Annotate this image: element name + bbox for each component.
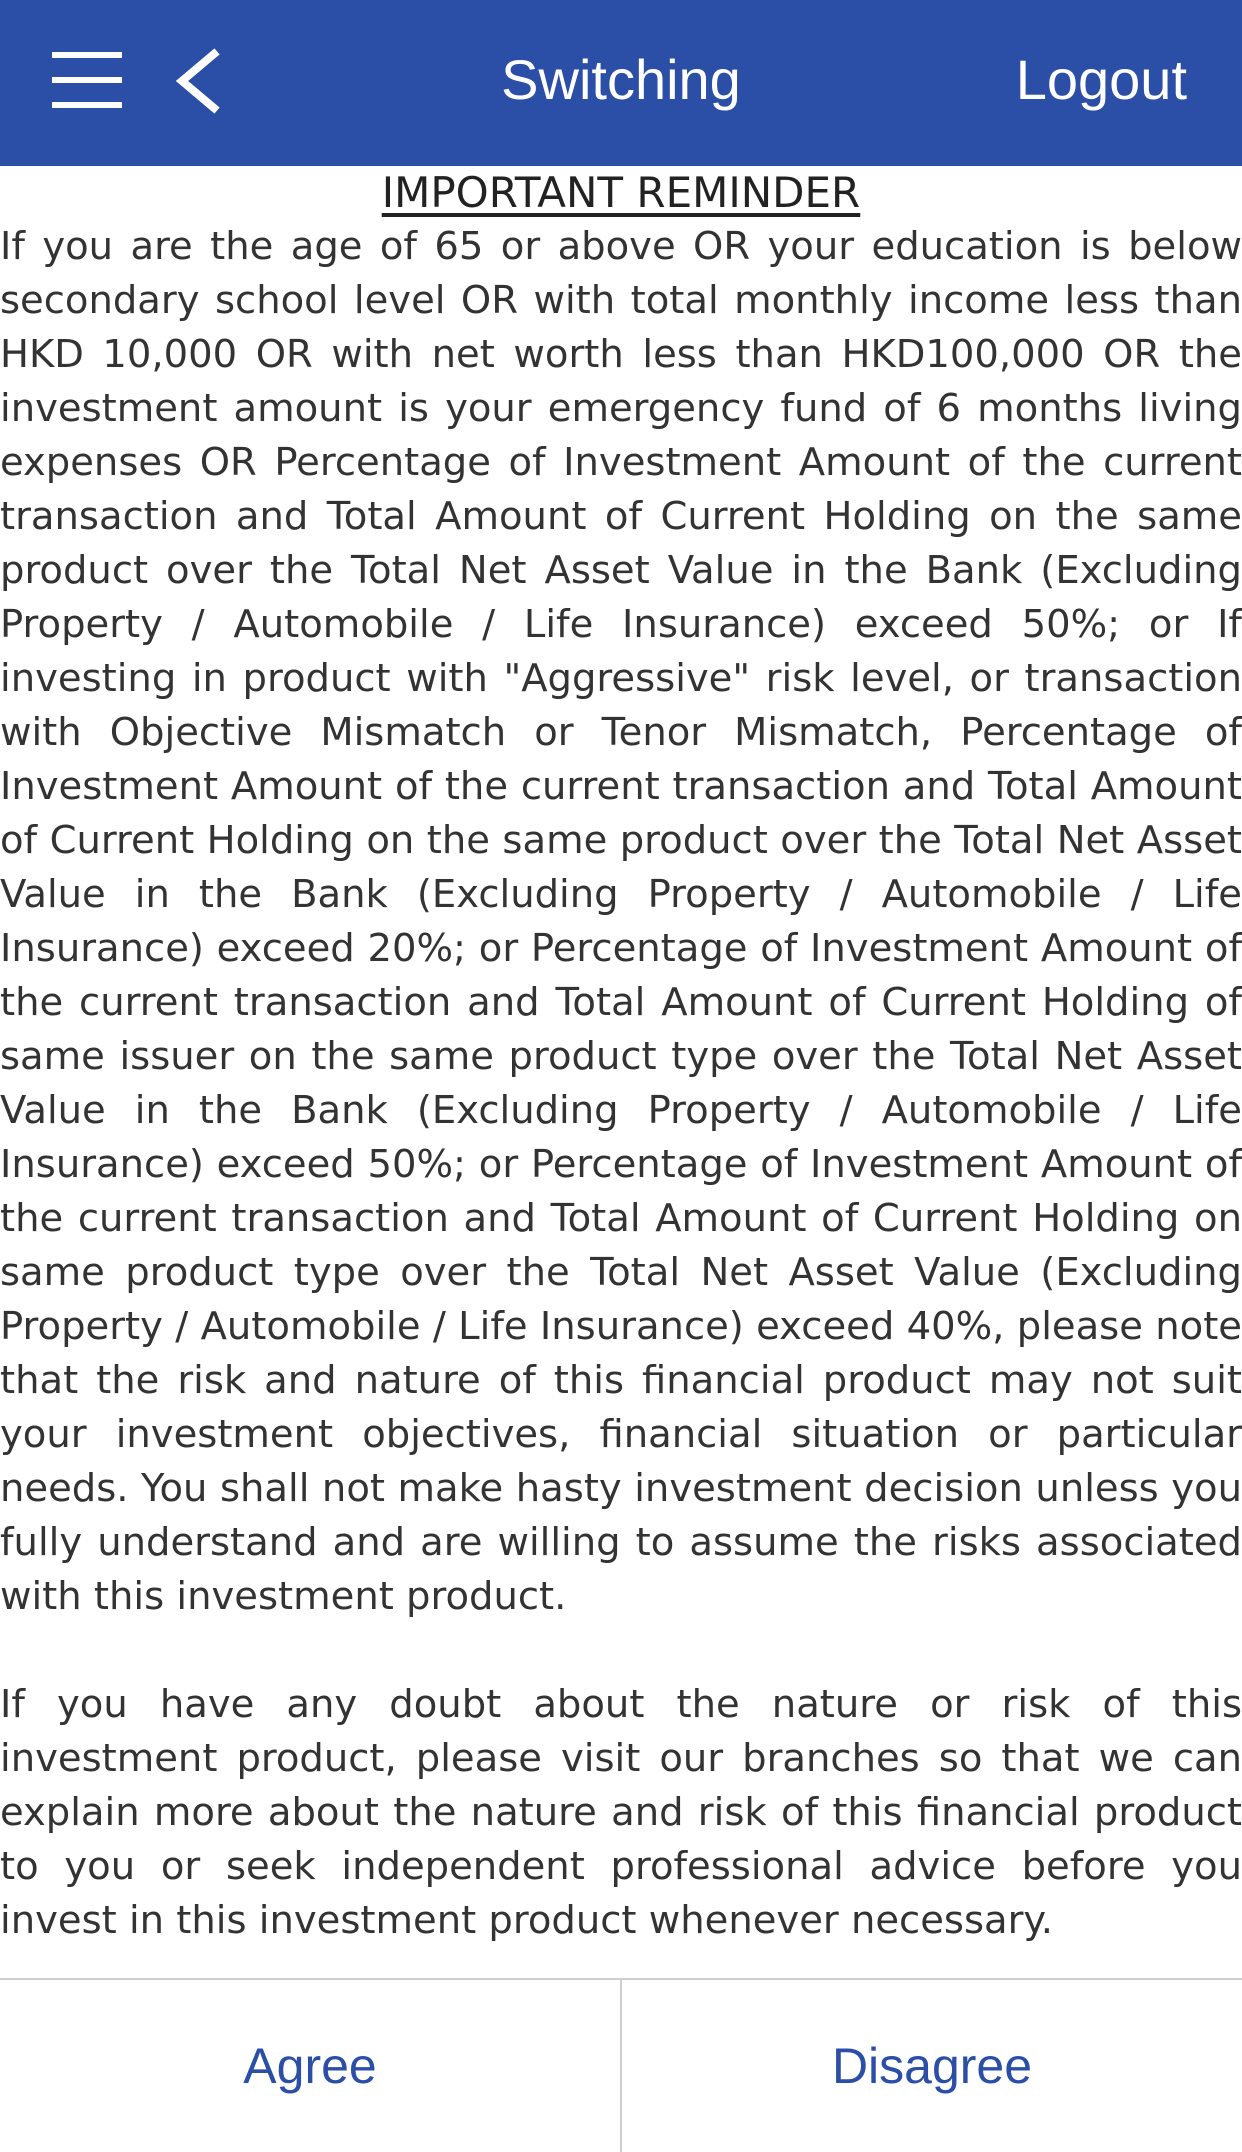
disagree-button[interactable]: Disagree xyxy=(831,2038,1033,2094)
reminder-paragraph-2: If you have any doubt about the nature or risk of this investment product, please visit our branches so that we can explain more about the nature and risk of this financial product to you or seek independent professional advice before you invest in this investment product whenever necessary. xyxy=(0,1682,1242,1943)
chevron-left-icon[interactable] xyxy=(168,48,228,114)
app-header xyxy=(0,0,1242,166)
page-title: Switching xyxy=(501,48,741,111)
reminder-paragraph-1: If you are the age of 65 or above OR your education is below secondary school level OR with total monthly income less than HKD 10,000 OR with net worth less than HKD100,000 OR the investment amount is your emergency fund of 6 months living expenses OR Percentage of Investment Amount of the current transaction and Total Amount of Current Holding on the same product over the Total Net Asset Value in the Bank (Excluding Property / Automobile / Life Insurance) exceed 50%; or If investing in product with "Aggressive" risk level, or transaction with Objective Mismatch or Tenor Mismatch, Percentage of Investment Amount of the current transaction and Total Amount of Current Holding on the same product over the Total Net Asset Value in the Bank (Excluding Property / Automobile / Life Insurance) exceed 20%; or Percentage of Investment Amount of the current transaction and Total Amount of Current Holding of same issuer on the same product type over the Total Net Asset Value in the Bank (Excluding Property / Automobile / Life Insurance) exceed 50%; or Percentage of Investment Amount of the current transaction and Total Amount of Current Holding on same product type over the Total Net Asset Value (Excluding Property / Automobile / Life Insurance) exceed 40%, please note that the risk and nature of this financial product may not suit your investment objectives, financial situation or particular needs. You shall not make hasty investment decision unless you fully understand and are willing to assume the risks associated with this investment product. xyxy=(0,224,1242,1619)
hamburger-menu-icon[interactable] xyxy=(52,50,122,110)
reminder-heading: IMPORTANT REMINDER xyxy=(381,168,861,217)
reminder-content[interactable] xyxy=(0,166,1242,1978)
action-footer xyxy=(0,1978,1242,2152)
logout-button[interactable]: Logout xyxy=(1015,48,1187,111)
agree-button[interactable]: Agree xyxy=(243,2038,377,2094)
